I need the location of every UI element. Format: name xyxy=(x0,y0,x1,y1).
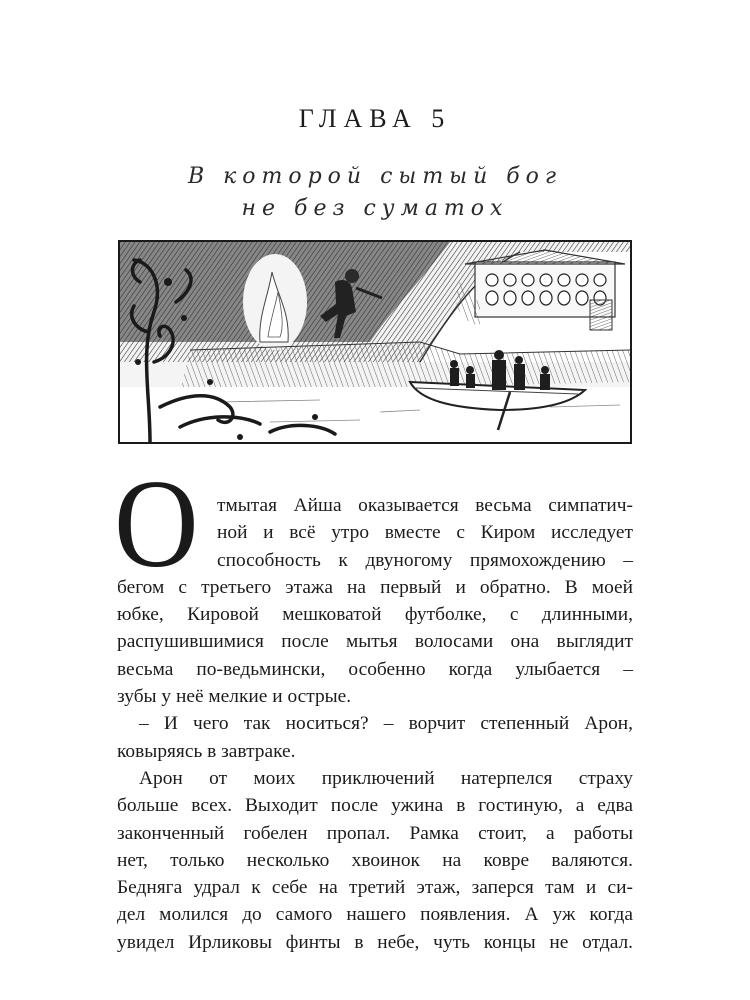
chapter-title: ГЛАВА 5 xyxy=(298,104,452,133)
text-line: нет, только несколько хвоинок на ковре валяются. xyxy=(117,849,633,871)
text-line: ной и всё утро вместе с Киром исследует xyxy=(217,522,633,544)
text-line: юбке, Кировой мешковатой футболке, с длинными, xyxy=(117,604,633,626)
text-line: способность к двуногому прямохождению – xyxy=(217,549,633,571)
body-text xyxy=(117,492,633,956)
text-line: распушившимися после мытья волосами она выглядит xyxy=(117,631,633,653)
paragraph-1 xyxy=(117,492,633,710)
text-line: тмытая Айша оказывается весьма симпатич- xyxy=(217,495,633,516)
chapter-subtitle-line-2: не без суматох xyxy=(241,196,509,221)
chapter-illustration xyxy=(118,240,632,444)
chapter-subtitle-line-1: В которой сытый бог xyxy=(187,164,563,189)
text-line: увидел Ирликовы финты в небе, чуть концы не отдал. xyxy=(117,931,633,953)
text-line: больше всех. Выходит после ужина в гостиную, а едва xyxy=(117,795,633,817)
drop-cap: О xyxy=(114,455,199,594)
text-line: – И чего так носиться? – ворчит степенный Арон, xyxy=(139,713,633,735)
text-line: Арон от моих приключений натерпелся страху xyxy=(139,767,633,789)
text-line: зубы у неё мелкие и острые. xyxy=(117,686,352,708)
text-line: законченный гобелен пропал. Рамка стоит, а работы xyxy=(117,822,633,844)
paragraph-3 xyxy=(117,765,633,956)
text-line: дел молился до самого нашего появления. А уж когда xyxy=(117,904,633,926)
text-line: Бедняга удрал к себе на третий этаж, заперся там и си- xyxy=(117,877,633,899)
text-line: весьма по-ведьмински, особенно когда улыбается – xyxy=(117,658,633,680)
text-line: ковыряясь в завтраке. xyxy=(117,740,296,762)
paragraph-2 xyxy=(117,710,633,765)
text-line: бегом с третьего этажа на первый и обратно. В моей xyxy=(117,576,633,598)
ink-illustration-icon xyxy=(120,242,630,442)
